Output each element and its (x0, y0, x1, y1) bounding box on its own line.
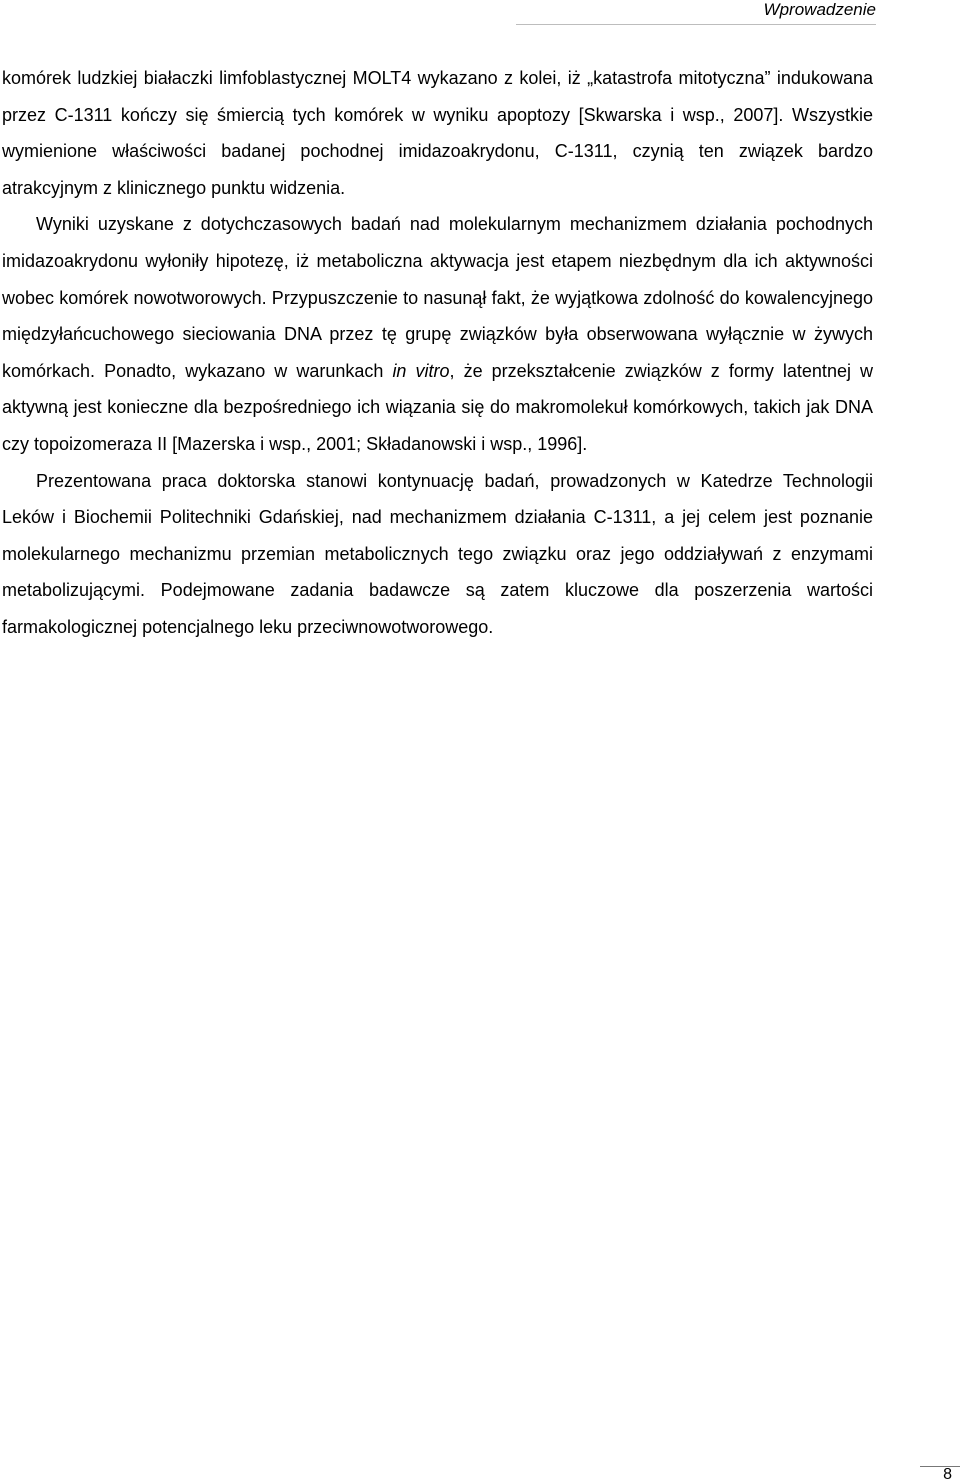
page-number: 8 (943, 1466, 952, 1483)
running-header (516, 0, 876, 25)
paragraph-metabolic-activation (2, 206, 873, 462)
paragraph-thesis-aim: Prezentowana praca doktorska stanowi kontynuację badań, prowadzonych w Katedrze Technologii Leków i Biochemii Politechniki Gdańskiej, nad mechanizmem działania C-1311, a jej celem jest poznanie molekularnego mechanizmu przemian metabolicznych tego związku oraz jego oddziaływań z enzymami metabolizującymi. Podejmowane zadania badawcze są zatem kluczowe dla poszerzenia wartości farmakologicznej potencjalnego leku przeciwnowotworowego. (2, 470, 873, 637)
page-body (2, 60, 873, 646)
section-title: Wprowadzenie (763, 0, 876, 19)
paragraph-continuation: komórek ludzkiej białaczki limfoblastycznej MOLT4 wykazano z kolei, iż „katastrofa mitotyczna” indukowana przez C-1311 kończy się śmiercią tych komórek w wyniku apoptozy [Skwarska i wsp., 2007]. Wszystkie wymienione właściwości badanej pochodnej imidazoakrydonu, C-1311, czynią ten związek bardzo atrakcyjnym z klinicznego punktu widzenia. (2, 68, 873, 198)
paragraph-text: , że przekształcenie związków z formy latentnej w aktywną jest konieczne dla bezpośredniego ich wiązania się do makromolekuł komórkowych, takich jak DNA czy topoizomeraza II [Mazerska i wsp., 2001; Składanowski i wsp., 1996]. (2, 360, 874, 454)
paragraph-text: Wyniki uzyskane z dotychczasowych badań nad molekularnym mechanizmem działania pochodnych imidazoakrydonu wyłoniły hipotezę, iż metaboliczna aktywacja jest etapem niezbędnym dla ich aktywności wobec komórek nowotworowych. Przypuszczenie to nasunął fakt, że wyjątkowa zdolność do kowalencyjnego międzyłańcuchowego sieciowania DNA przez tę grupę związków była obserwowana wyłącznie w żywych komórkach. Ponadto, wykazano w warunkach (2, 214, 873, 381)
page-number-rule (920, 1466, 960, 1467)
in-vitro-term: in vitro (392, 360, 450, 381)
